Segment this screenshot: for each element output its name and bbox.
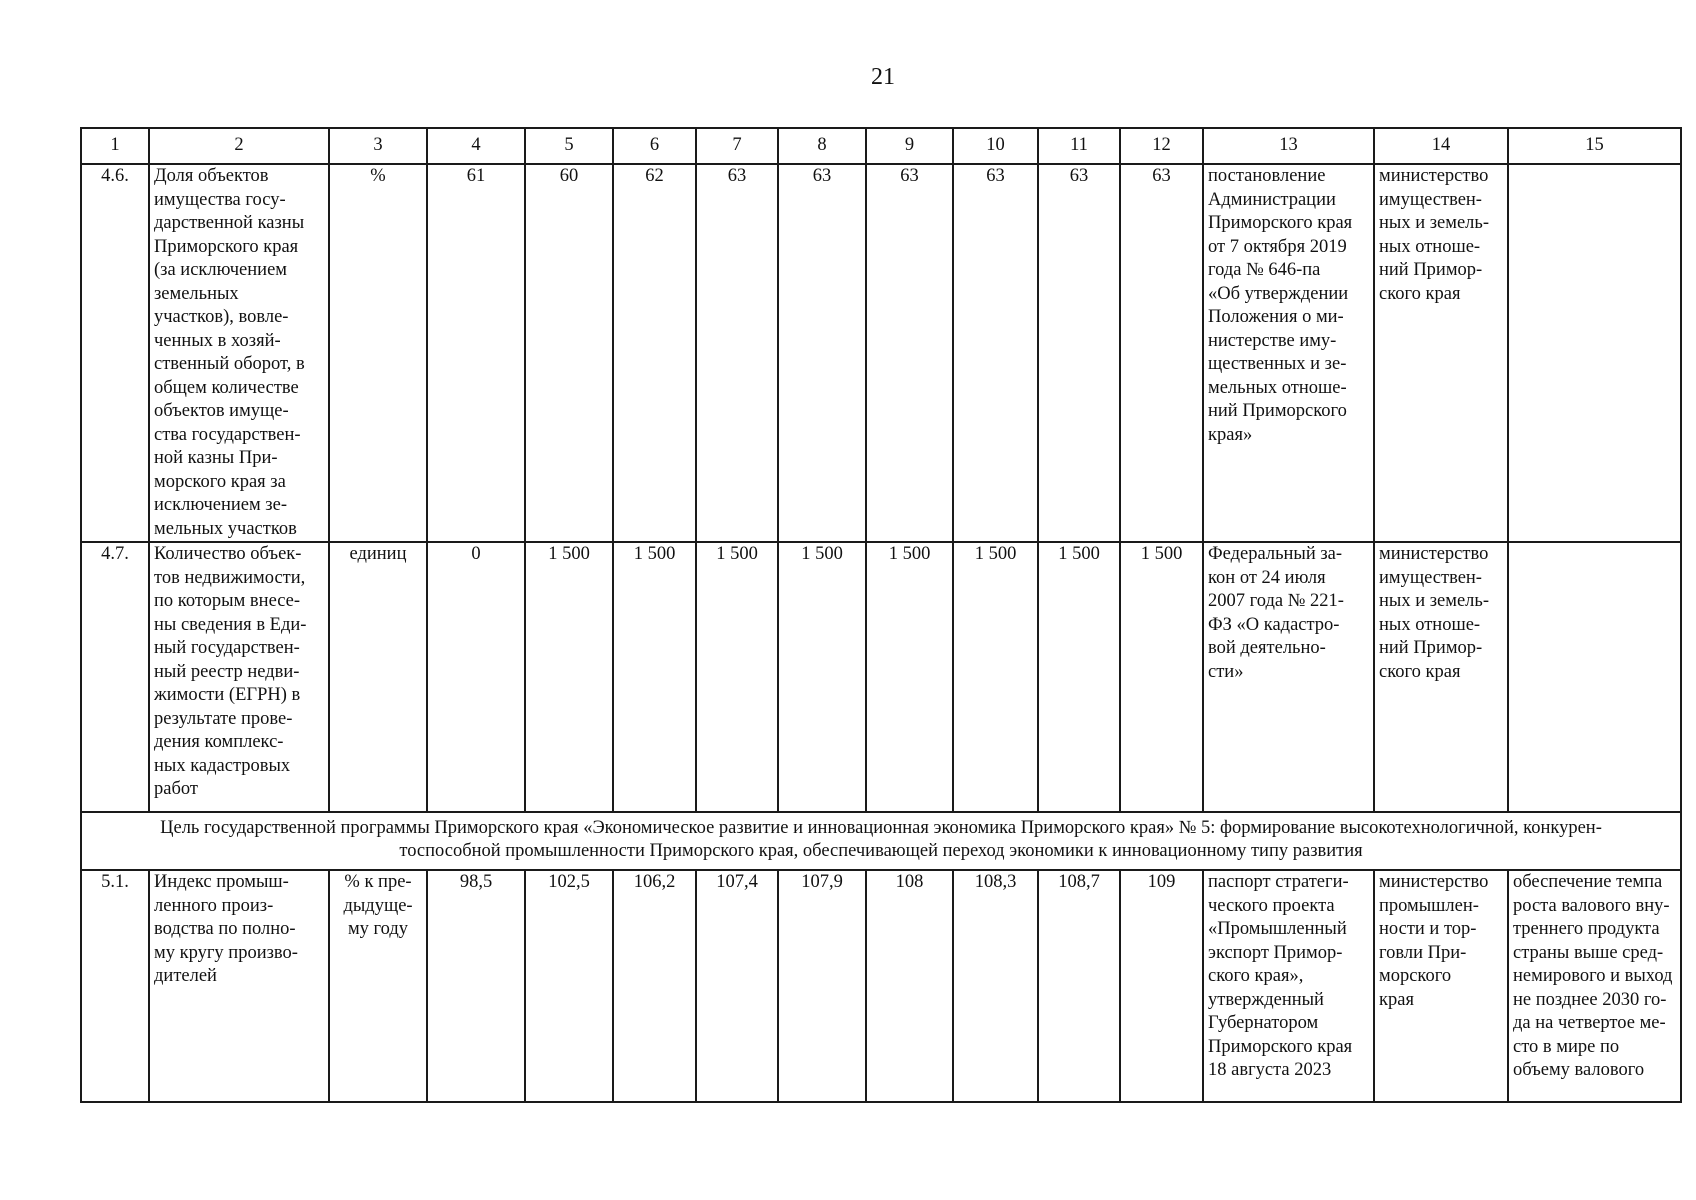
program-goal-text: Цель государственной программы Приморского края «Экономическое развитие и инновационная экономика Приморского края» № 5: формирование высокотехнологичной, конкурен- тоспособной промышленности Приморского края, обеспечивающей переход экономики к инновационному типу развития — [81, 812, 1681, 870]
column-number-header: 7 — [696, 128, 778, 164]
responsible-body: министерство имуществен- ных и земель- ных отноше- ний Примор- ского края — [1374, 542, 1508, 812]
national-goal-link: обеспечение темпа роста валового вну- треннего продукта страны выше сред- немирового и выход не позднее 2030 го- да на четвертое ме- сто в мире по объему валового — [1508, 870, 1681, 1102]
row-code: 5.1. — [81, 870, 149, 1102]
page-number: 21 — [871, 64, 895, 90]
indicator-value: 1 500 — [525, 542, 613, 812]
indicator-value: 1 500 — [866, 542, 953, 812]
table-row — [81, 542, 1681, 812]
column-number-header: 1 — [81, 128, 149, 164]
indicator-value: 60 — [525, 164, 613, 542]
column-number-header: 3 — [329, 128, 427, 164]
table-row — [81, 164, 1681, 542]
column-number-header: 15 — [1508, 128, 1681, 164]
indicator-value: 1 500 — [613, 542, 696, 812]
column-number-header: 13 — [1203, 128, 1374, 164]
responsible-body: министерство промышлен- ности и тор- говли При- морского края — [1374, 870, 1508, 1102]
indicator-value: 107,4 — [696, 870, 778, 1102]
indicator-value: 106,2 — [613, 870, 696, 1102]
indicator-value: 108,7 — [1038, 870, 1120, 1102]
indicator-value: 1 500 — [1038, 542, 1120, 812]
indicator-value: 108,3 — [953, 870, 1038, 1102]
indicator-value: 1 500 — [696, 542, 778, 812]
indicator-value: 107,9 — [778, 870, 866, 1102]
unit-of-measure: % — [329, 164, 427, 542]
column-number-header: 10 — [953, 128, 1038, 164]
indicator-value: 63 — [778, 164, 866, 542]
indicator-value: 61 — [427, 164, 525, 542]
indicator-name: Количество объек- тов недвижимости, по которым внесе- ны сведения в Еди- ный государствен- ный реестр недви- жимости (ЕГРН) в результате прове- дения комплекс- ных кадастровых работ — [149, 542, 329, 812]
column-number-header-row — [81, 128, 1681, 164]
column-number-header: 5 — [525, 128, 613, 164]
legal-basis: Федеральный за- кон от 24 июля 2007 года № 221- ФЗ «О кадастро- вой деятельно- сти» — [1203, 542, 1374, 812]
indicator-value: 1 500 — [778, 542, 866, 812]
row-code: 4.6. — [81, 164, 149, 542]
column-number-header: 12 — [1120, 128, 1203, 164]
indicator-name: Индекс промыш- ленного произ- водства по полно- му кругу произво- дителей — [149, 870, 329, 1102]
indicator-value: 0 — [427, 542, 525, 812]
indicator-value: 63 — [696, 164, 778, 542]
row-code: 4.7. — [81, 542, 149, 812]
indicator-value: 1 500 — [1120, 542, 1203, 812]
indicator-value: 1 500 — [953, 542, 1038, 812]
national-goal-link — [1508, 542, 1681, 812]
indicator-value: 108 — [866, 870, 953, 1102]
indicator-value: 109 — [1120, 870, 1203, 1102]
goal-row — [81, 812, 1681, 870]
indicators-table — [80, 127, 1682, 1103]
responsible-body: министерство имуществен- ных и земель- ных отноше- ний Примор- ского края — [1374, 164, 1508, 542]
indicator-value: 63 — [953, 164, 1038, 542]
indicator-value: 98,5 — [427, 870, 525, 1102]
indicator-name: Доля объектов имущества госу- дарственной казны Приморского края (за исключением земельных участков), вовле- ченных в хозяй- ственный оборот, в общем количестве объектов имуще- ства государствен- ной казны При- морского края за исключением зе- мельных участков — [149, 164, 329, 542]
column-number-header: 6 — [613, 128, 696, 164]
unit-of-measure: % к пре- дыдуще- му году — [329, 870, 427, 1102]
column-number-header: 2 — [149, 128, 329, 164]
indicator-value: 63 — [866, 164, 953, 542]
indicator-value: 63 — [1038, 164, 1120, 542]
column-number-header: 4 — [427, 128, 525, 164]
column-number-header: 9 — [866, 128, 953, 164]
legal-basis: постановление Администрации Приморского края от 7 октября 2019 года № 646-па «Об утверждении Положения о ми- нистерстве иму- щественных и зе- мельных отноше- ний Приморского края» — [1203, 164, 1374, 542]
legal-basis: паспорт стратеги- ческого проекта «Промышленный экспорт Примор- ского края», утвержденный Губернатором Приморского края 18 августа 2023 — [1203, 870, 1374, 1102]
column-number-header: 11 — [1038, 128, 1120, 164]
column-number-header: 14 — [1374, 128, 1508, 164]
indicator-value: 63 — [1120, 164, 1203, 542]
indicator-value: 102,5 — [525, 870, 613, 1102]
indicator-value: 62 — [613, 164, 696, 542]
national-goal-link — [1508, 164, 1681, 542]
table-row — [81, 870, 1681, 1102]
column-number-header: 8 — [778, 128, 866, 164]
unit-of-measure: единиц — [329, 542, 427, 812]
